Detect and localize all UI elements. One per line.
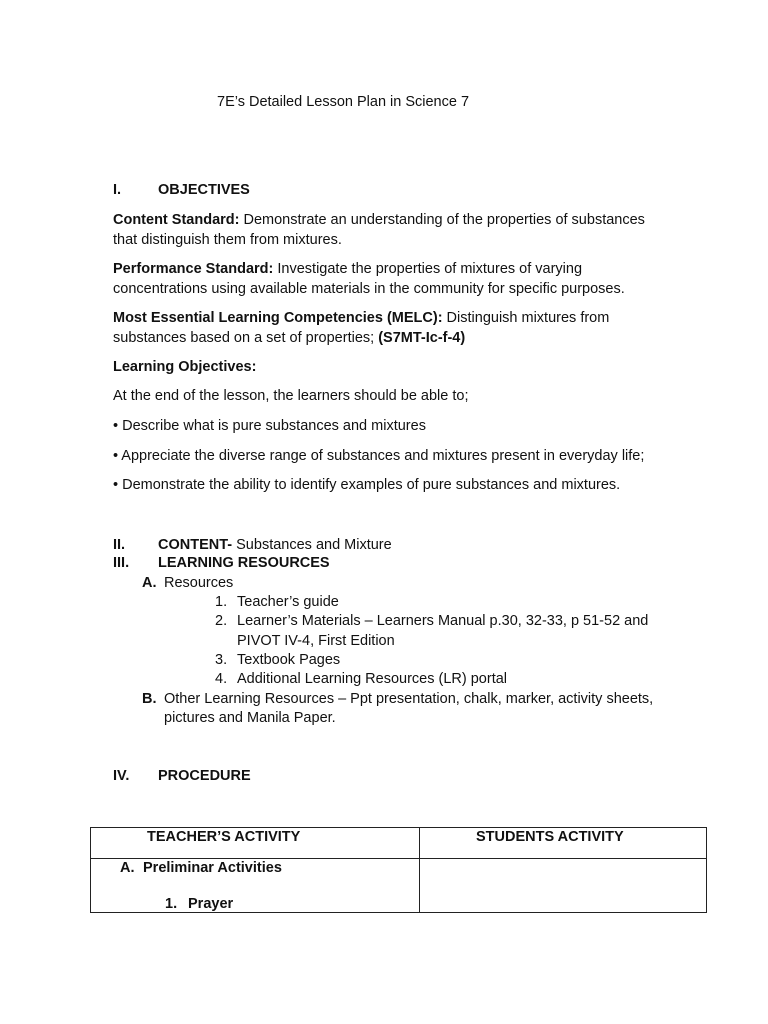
students-activity-cell [420, 859, 707, 913]
performance-standard-text: Investigate the properties of mixtures of varying concentrations using available materials in the community for specific purposes. [113, 261, 625, 297]
objective-bullet-3: • Demonstrate the ability to identify examples of pure substances and mixtures. [113, 477, 621, 493]
section-2-number: II. [113, 537, 126, 553]
table-header-students [420, 828, 707, 859]
resource-item-2-continued: PIVOT IV-4, First Edition [237, 633, 395, 649]
resource-item-2: Learner’s Materials – Learners Manual p.30, 32-33, p 51-52 and [237, 613, 649, 629]
section-4-heading: PROCEDURE [158, 768, 251, 784]
section-2-heading: CONTENT- [158, 537, 233, 553]
students-activity-header: STUDENTS ACTIVITY [476, 829, 624, 845]
resources-label: Resources [164, 575, 234, 591]
section-3-heading: LEARNING RESOURCES [158, 555, 330, 571]
resource-item-2-number: 2. [215, 613, 228, 629]
resource-item-3: Textbook Pages [237, 652, 341, 668]
document-title: 7E’s Detailed Lesson Plan in Science 7 [217, 94, 470, 110]
prayer-marker: 1. [165, 896, 178, 912]
teacher-activity-header: TEACHER’S ACTIVITY [147, 829, 301, 845]
performance-standard [113, 260, 673, 299]
preliminary-activities-label: Preliminar Activities [143, 860, 282, 876]
resource-item-1: Teacher’s guide [237, 594, 339, 610]
resource-item-4: Additional Learning Resources (LR) portal [237, 671, 508, 687]
content-standard-text: Demonstrate an understanding of the properties of substances that distinguish them from mixtures. [113, 212, 645, 248]
section-2-text: Substances and Mixture [232, 537, 392, 553]
melc-code: (S7MT-Ic-f-4) [378, 329, 466, 346]
section-2-line [158, 537, 392, 553]
table-row [91, 859, 707, 913]
teacher-activity-content [91, 859, 419, 911]
melc [113, 309, 673, 348]
preliminary-marker: A. [120, 860, 135, 876]
resources-marker-a: A. [142, 575, 157, 591]
resource-item-3-number: 3. [215, 652, 228, 668]
learning-objectives-heading: Learning Objectives: [113, 359, 257, 375]
resource-item-1-number: 1. [215, 594, 228, 610]
content-standard [113, 211, 673, 250]
procedure-table [90, 827, 707, 913]
section-1-number: I. [113, 182, 122, 198]
objective-bullet-1: • Describe what is pure substances and mixtures [113, 418, 426, 434]
other-resources-line-1: Other Learning Resources – Ppt presentation, chalk, marker, activity sheets, [164, 691, 654, 707]
section-3-number: III. [113, 555, 130, 571]
section-1-heading: OBJECTIVES [158, 182, 250, 198]
melc-text: Distinguish mixtures from substances based on a set of properties; [113, 310, 610, 346]
objective-bullet-2: • Appreciate the diverse range of substances and mixtures present in everyday life; [113, 448, 645, 464]
section-4-number: IV. [113, 768, 130, 784]
content-standard-label: Content Standard: [113, 212, 240, 228]
melc-label: Most Essential Learning Competencies (MELC): [113, 310, 443, 326]
teacher-activity-cell [91, 859, 420, 913]
prayer-label: Prayer [188, 896, 234, 912]
objectives-intro: At the end of the lesson, the learners should be able to; [113, 388, 469, 404]
resource-item-4-number: 4. [215, 671, 228, 687]
table-header-row [91, 828, 707, 859]
table-header-teacher [91, 828, 420, 859]
performance-standard-label: Performance Standard: [113, 261, 274, 277]
other-resources-marker-b: B. [142, 691, 157, 707]
other-resources-line-2: pictures and Manila Paper. [164, 710, 336, 726]
